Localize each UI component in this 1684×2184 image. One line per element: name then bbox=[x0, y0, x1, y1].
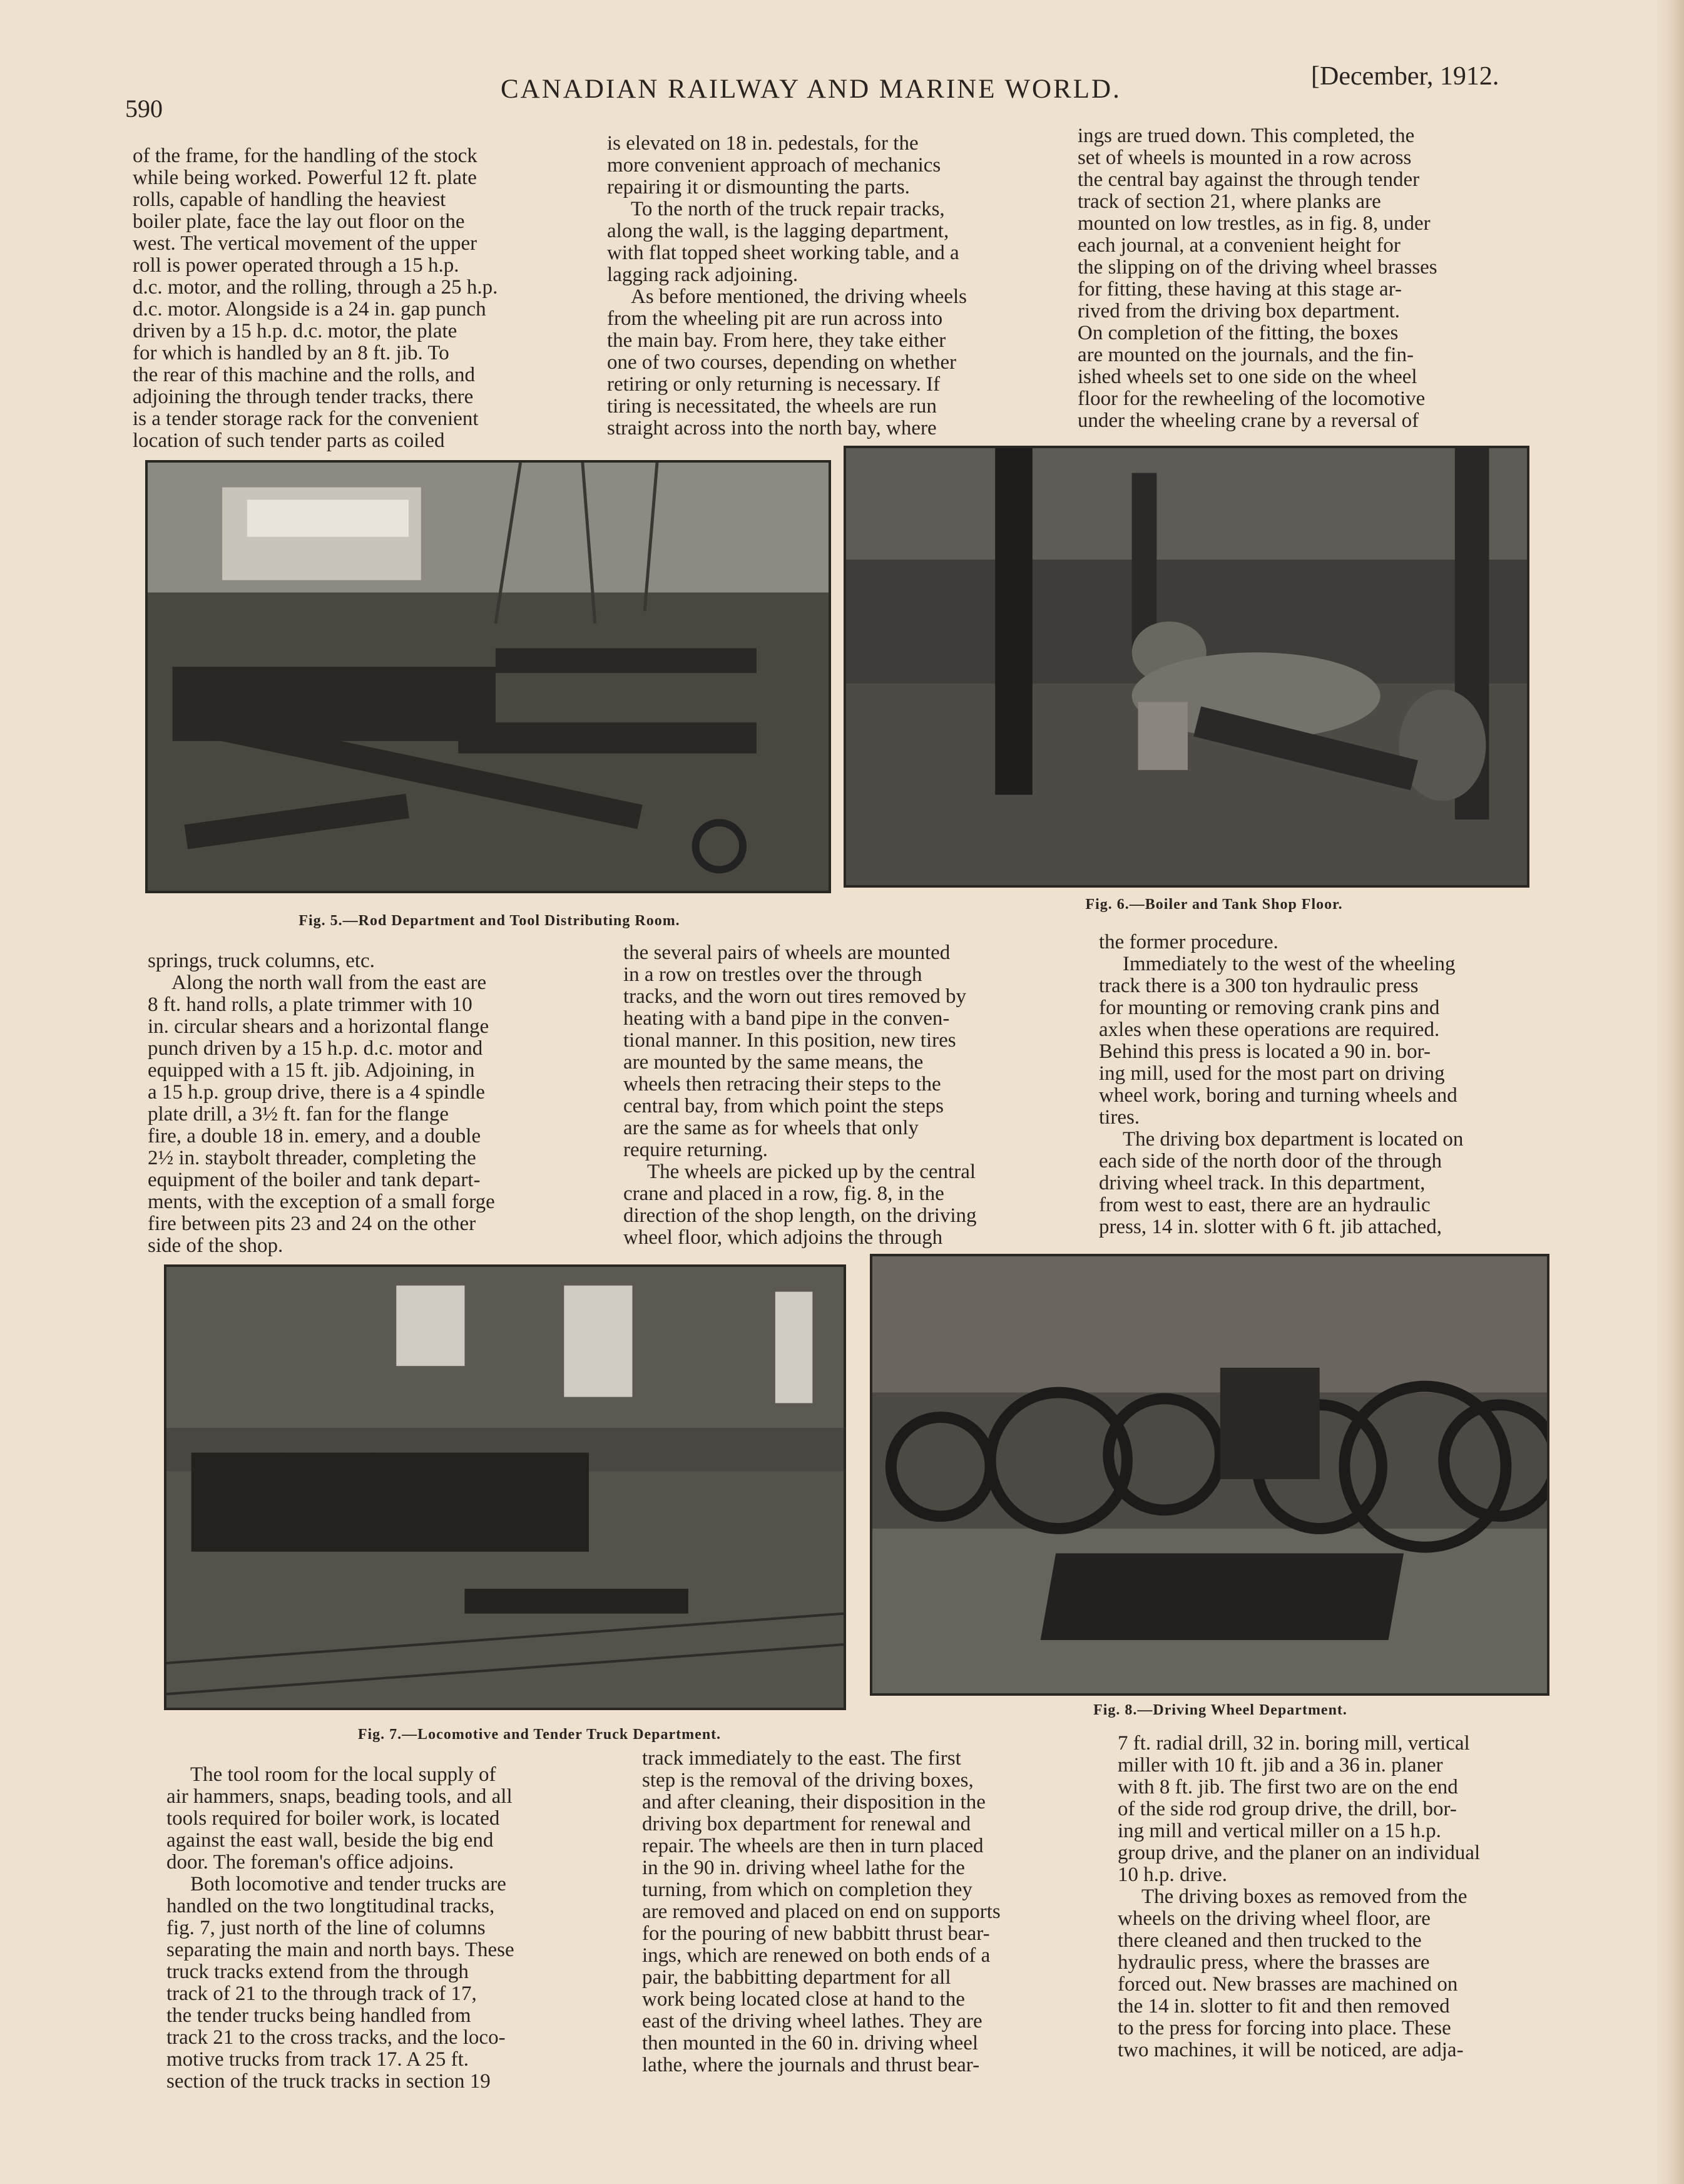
truck-department-photo bbox=[166, 1267, 844, 1708]
page-edge bbox=[1655, 0, 1684, 2184]
top-column-1 bbox=[133, 145, 577, 452]
bottom-column-2 bbox=[642, 1748, 1089, 2076]
paragraph: The wheels are picked up by the central crane and placed in a row, fig. 8, in the direction of the shop length, on the driving wheel floor, which adjoins the through bbox=[623, 1161, 977, 1249]
issue-date: [December, 1912. bbox=[1311, 62, 1499, 91]
paragraph: ings are trued down. This completed, the set of wheels is mounted in a row across the central bay against the through tender track of section 21, where planks are mounted on low trestles, as in fig. 8, under each journal, at a convenient height for the slipping on of the driving wheel brasses for fitting, these having at this stage ar- rived from the driving box department. On completion of the fitting, the boxes are mounted on the journals, and the fin- ished wheels set to one side on the wheel floor for the rewheeling of the locomotive under the wheeling crane by a reversal of bbox=[1078, 125, 1437, 432]
paragraph: Immediately to the west of the wheeling track there is a 300 ton hydraulic press for mounting or removing crank pins and axles when these operations are required. Behind this press is located a 90 in. bor- ing mill, used for the most part on driving wheel work, boring and turning wheels and tires. bbox=[1099, 953, 1457, 1129]
boiler-shop-photo bbox=[846, 448, 1527, 885]
masthead-title: CANADIAN RAILWAY AND MARINE WORLD. bbox=[501, 74, 1121, 104]
top-column-3 bbox=[1078, 125, 1528, 432]
fig7-caption: Fig. 7.—Locomotive and Tender Truck Department. bbox=[357, 1726, 722, 1743]
fig8-photo bbox=[870, 1254, 1549, 1696]
fig5-caption: Fig. 5.—Rod Department and Tool Distributing Room. bbox=[299, 913, 680, 929]
paragraph: As before mentioned, the driving wheels from the wheeling pit are run across into the main bay. From here, they take either one of two courses, depending on whether retiring or only returning is necessary. If tiring is necessitated, the wheels are run straight across into the north bay, where bbox=[607, 285, 967, 439]
paragraph: 7 ft. radial drill, 32 in. boring mill, vertical miller with 10 ft. jib and a 36 in. planer with 8 ft. jib. The first two are on the end of the side rod group drive, the drill, bor- ing mill and vertical miller on a 15 h.p. group drive, and the planer on an individual 10 h.p. drive. bbox=[1118, 1732, 1481, 1886]
paragraph: of the frame, for the handling of the stock while being worked. Powerful 12 ft. plate rolls, capable of handling the heaviest boiler plate, face the lay out floor on the west. The vertical movement of the upper roll is power operated through a 15 h.p. d.c. motor, and the rolling, through a 25 h.p. d.c. motor. Alongside is a 24 in. gap punch driven by a 15 h.p. d.c. motor, the plate for which is handled by an 8 ft. jib. To the rear of this machine and the rolls, and adjoining the through tender tracks, there is a tender storage rack for the convenient location of such tender parts as coiled bbox=[133, 145, 498, 452]
middle-column-1 bbox=[148, 950, 595, 1257]
paragraph: The tool room for the local supply of air hammers, snaps, beading tools, and all tools required for boiler work, is located against the east wall, beside the big end door. The foreman's office adjoins. bbox=[166, 1763, 513, 1874]
fig8-caption: Fig. 8.—Driving Wheel Department. bbox=[1093, 1702, 1347, 1718]
paragraph: track immediately to the east. The first step is the removal of the driving boxes, and after cleaning, their disposition in the driving box department for renewal and repair. The wheels are then in turn placed in the 90 in. driving wheel lathe for the turning, from which on completion they are removed and placed on end on supports for the pouring of new babbitt thrust bear- ings, which are renewed on both ends of a pair, the babbitting department for all work being located close at hand to the east of the driving wheel lathes. They are then mounted in the 60 in. driving wheel lathe, where the journals and thrust bear- bbox=[642, 1747, 1001, 2076]
middle-column-3 bbox=[1099, 931, 1546, 1238]
rod-department-photo bbox=[148, 463, 829, 891]
paragraph: The driving box department is located on each side of the north door of the through driving wheel track. In this department, from west to east, there are an hydraulic press, 14 in. slotter with 6 ft. jib attached, bbox=[1099, 1128, 1464, 1238]
bottom-column-3 bbox=[1118, 1733, 1564, 2061]
paragraph: is elevated on 18 in. pedestals, for the more convenient approach of mechanics repairing it or dismounting the parts. bbox=[607, 132, 941, 198]
fig7-photo bbox=[164, 1264, 846, 1710]
paragraph: the former procedure. bbox=[1099, 931, 1278, 953]
driving-wheel-photo bbox=[872, 1256, 1547, 1693]
fig5-photo bbox=[145, 460, 831, 893]
fig6-photo bbox=[844, 446, 1529, 888]
paragraph: The driving boxes as removed from the wheels on the driving wheel floor, are there cleaned and then trucked to the hydraulic press, where the brasses are forced out. New brasses are machined on the 14 in. slotter to fit and then removed to the press for forcing into place. These two machines, it will be noticed, are adja- bbox=[1118, 1885, 1467, 2061]
paragraph: the several pairs of wheels are mounted in a row on trestles over the through tracks, and the worn out tires removed by heating with a band pipe in the conven- tional manner. In this position, new tires are mounted by the same means, the wheels then retracing their steps to the central bay, from which point the steps are the same as for wheels that only require returning. bbox=[623, 941, 967, 1161]
middle-column-2 bbox=[623, 942, 1070, 1249]
page-number: 590 bbox=[125, 95, 163, 123]
fig6-caption: Fig. 6.—Boiler and Tank Shop Floor. bbox=[1085, 896, 1343, 913]
paragraph: springs, truck columns, etc. bbox=[148, 950, 375, 972]
paragraph: Both locomotive and tender trucks are handled on the two longtitudinal tracks, fig. 7, just north of the line of columns separating the main and north bays. These truck tracks extend from the through track of 21 to the through track of 17, the tender trucks being handled from track 21 to the cross tracks, and the loco- motive trucks from track 17. A 25 ft. section of the truck tracks in section 19 bbox=[166, 1873, 514, 2093]
paragraph: Along the north wall from the east are 8 ft. hand rolls, a plate trimmer with 10 in. circular shears and a horizontal flange punch driven by a 15 h.p. d.c. motor and equipped with a 15 ft. jib. Adjoining, in a 15 h.p. group drive, there is a 4 spindle plate drill, a 3½ ft. fan for the flange fire, a double 18 in. emery, and a double 2½ in. staybolt threader, completing the equipment of the boiler and tank depart- ments, with the exception of a small forge fire between pits 23 and 24 on the other side of the shop. bbox=[148, 972, 495, 1257]
paragraph: To the north of the truck repair tracks, along the wall, is the lagging department, with flat topped sheet working table, and a lagging rack adjoining. bbox=[607, 198, 959, 286]
bottom-column-1 bbox=[166, 1764, 613, 2093]
top-column-2 bbox=[607, 133, 1051, 439]
